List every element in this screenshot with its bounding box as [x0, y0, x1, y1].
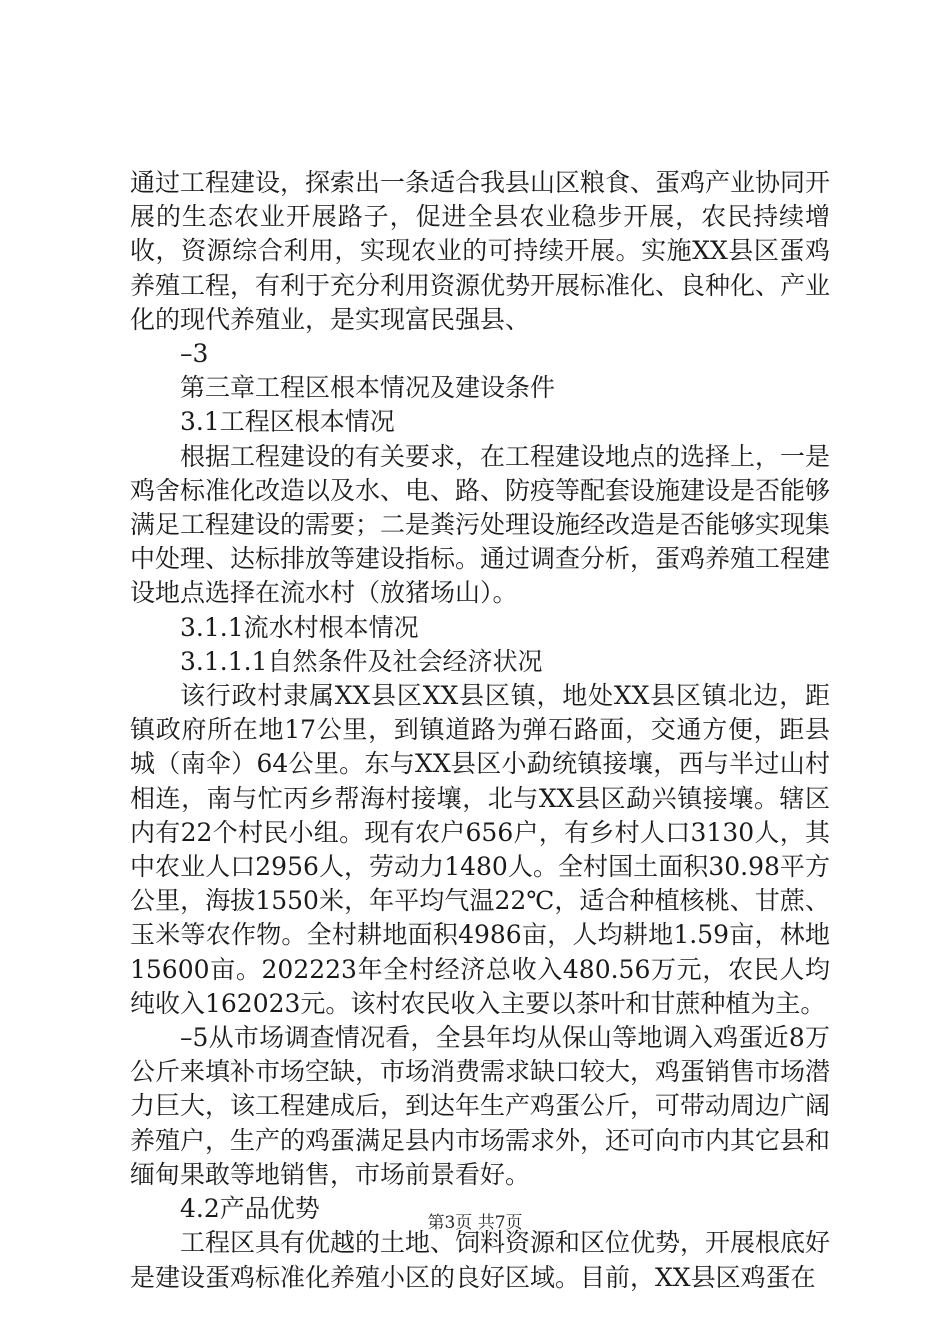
- section-heading-product: 4.2产品优势: [180, 1194, 320, 1224]
- document-body: [130, 166, 830, 1295]
- paragraph-product-advantage: 工程区具有优越的土地、饲料资源和区位优势，开展根底好是建设蛋鸡标准化养殖小区的良好区域。目前，XX县区鸡蛋在: [130, 1228, 831, 1292]
- paragraph-village-conditions: 该行政村隶属XX县区XX县区镇，地处XX县区镇北边，距镇政府所在地17公里，到镇道路为弹石路面，交通方便，距县城（南伞）64公里。东与XX县区小勐统镇接壤，西与半过山村相连，南与忙丙乡帮海村接壤，北与XX县区勐兴镇接壤。辖区内有22个村民小组。现有农户656户，有乡村人口3130人，其中农业人口2956人，劳动力1480人。全村国土面积30.98平方公里，海拔1550米，年平均气温22℃，适合种植核桃、甘蔗、玉米等农作物。全村耕地面积4986亩，人均耕地1.59亩，林地15600亩。202223年全村经济总收入480.56万元，农民人均纯收入162023元。该村农民收入主要以茶叶和甘蔗种植为主。: [130, 681, 830, 1018]
- paragraph-site-selection: 根据工程建设的有关要求，在工程建设地点的选择上，一是鸡舍标准化改造以及水、电、路、防疫等配套设施建设是否能够满足工程建设的需要；二是粪污处理设施经改造是否能够实现集中处理、达标排放等建设指标。通过调查分析，蛋鸡养殖工程建设地点选择在流水村（放猪场山）。: [130, 441, 831, 608]
- page-marker: –3: [180, 339, 209, 369]
- subsubsection-heading: 3.1.1.1自然条件及社会经济状况: [180, 646, 543, 676]
- subsection-heading: 3.1.1流水村根本情况: [180, 612, 419, 642]
- paragraph-market-survey: –5从市场调查情况看，全县年均从保山等地调入鸡蛋近8万公斤来填补市场空缺，市场消费需求缺口较大，鸡蛋销售市场潜力巨大，该工程建成后，到达年生产鸡蛋公斤，可带动周边广阔养殖户，生产的鸡蛋满足县内市场需求外，还可向市内其它县和缅甸果敢等地销售，市场前景看好。: [130, 1023, 831, 1189]
- paragraph-intro-continuation: 通过工程建设，探索出一条适合我县山区粮食、蛋鸡产业协同开展的生态农业开展路子，促进全县农业稳步开展，农民持续增收，资源综合利用，实现农业的可持续开展。实施XX县区蛋鸡养殖工程，有利于充分利用资源优势开展标准化、良种化、产业化的现代养殖业，是实现富民强县、: [130, 168, 831, 334]
- chapter-heading: 第三章工程区根本情况及建设条件: [180, 373, 556, 403]
- section-heading: 3.1工程区根本情况: [180, 407, 395, 437]
- page-number-label: 第3页 共7页: [427, 1213, 523, 1233]
- page-footer: [0, 1212, 950, 1234]
